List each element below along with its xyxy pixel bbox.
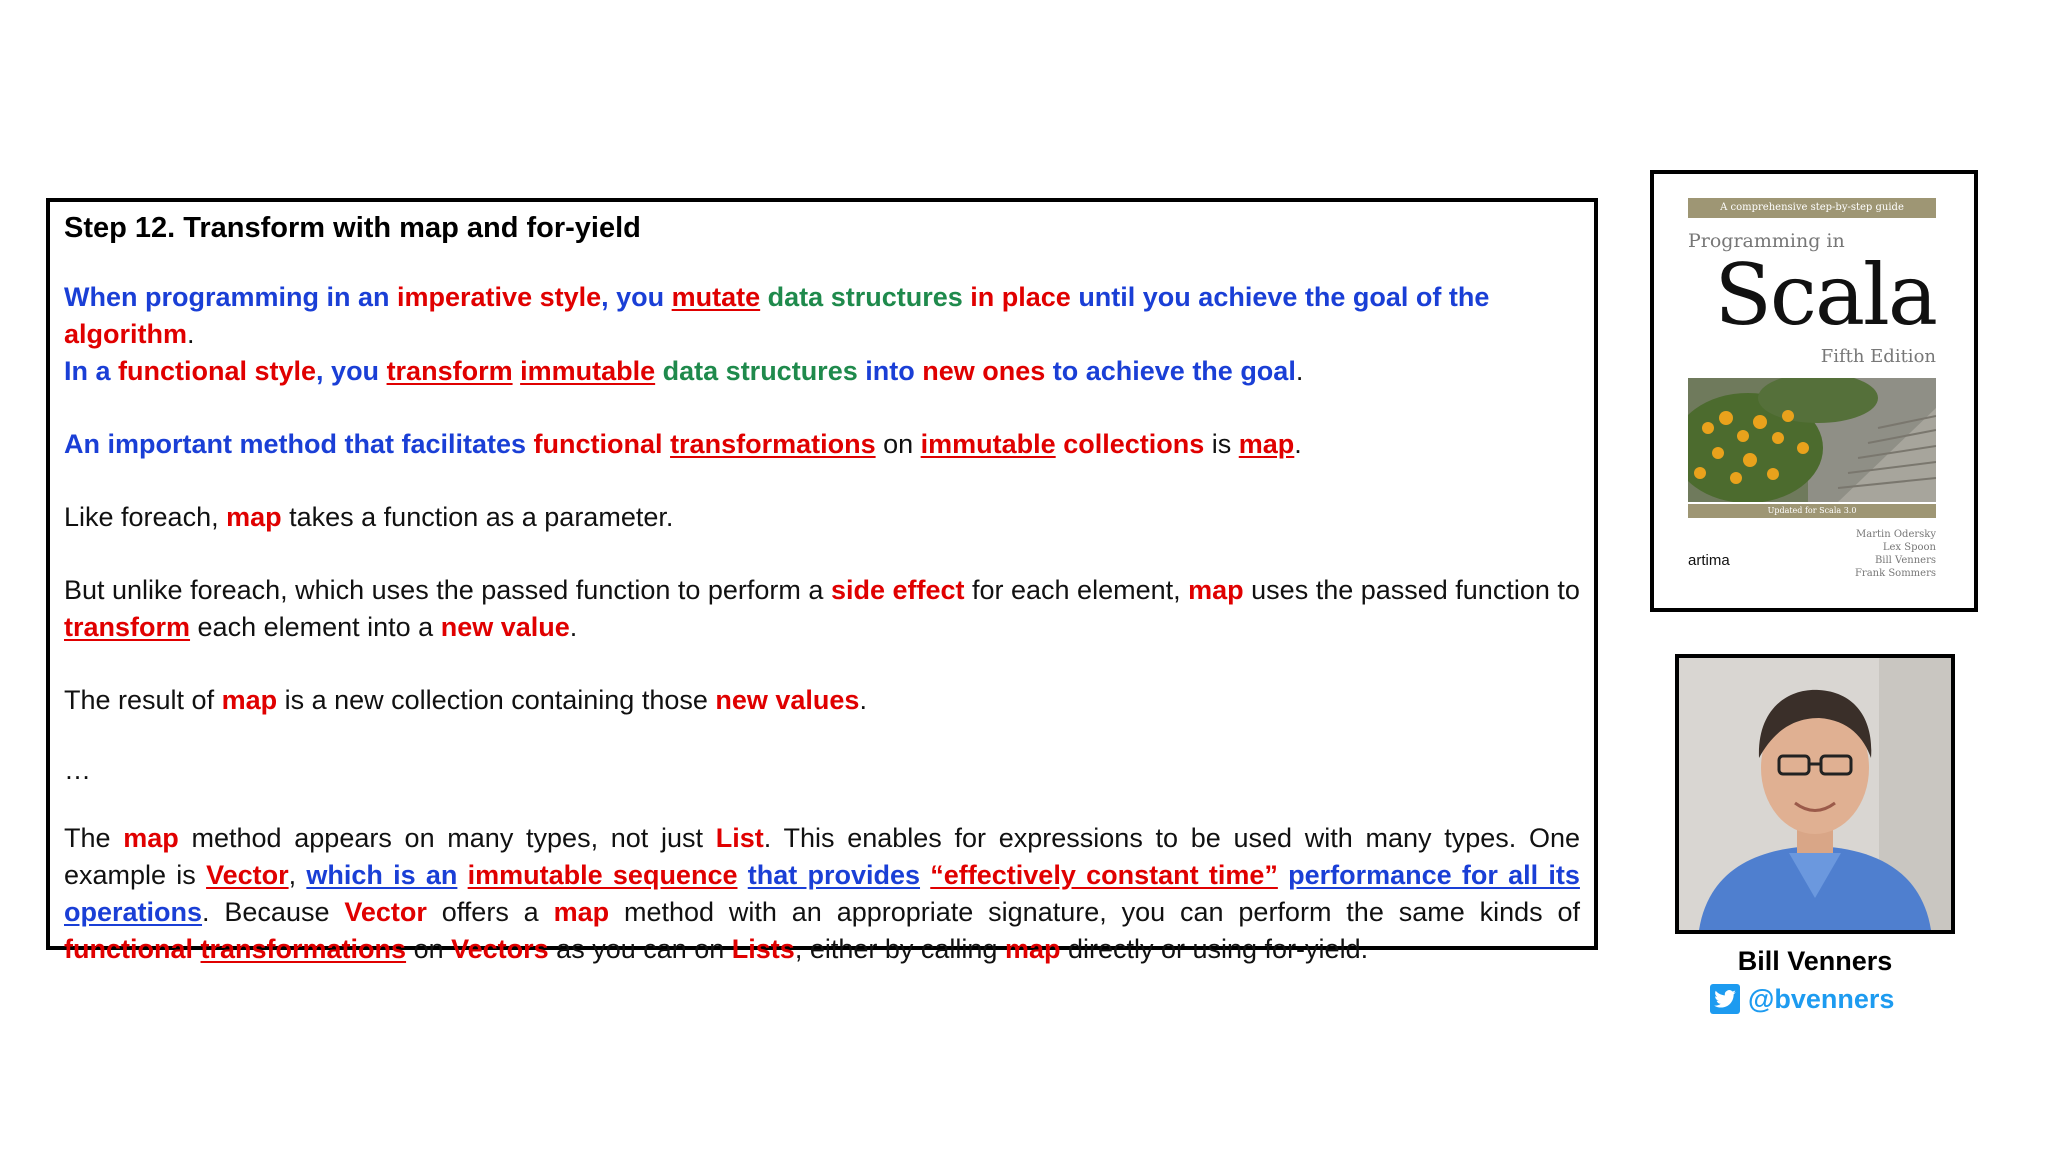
text-run: Like foreach,	[64, 502, 227, 532]
text-run: .	[859, 685, 867, 715]
text-run: map	[123, 823, 179, 853]
book-pre-title: Programming in	[1688, 230, 1845, 252]
text-run: mutate	[671, 282, 761, 312]
twitter-handle: @bvenners	[1748, 983, 1895, 1014]
text-run: map	[1238, 429, 1295, 459]
text-run: Lists	[731, 934, 795, 964]
book-authors	[1855, 528, 1936, 580]
text-run: ,	[288, 860, 307, 890]
text-run: directly or using for-yield.	[1060, 934, 1369, 964]
book-cover	[1650, 170, 1978, 612]
text-run	[655, 356, 663, 386]
text-run	[663, 429, 671, 459]
text-run: side effect	[830, 575, 965, 605]
text-run: for each element,	[964, 575, 1189, 605]
text-run: data structures	[767, 282, 963, 312]
text-run: functional	[64, 934, 193, 964]
text-run: The result of	[64, 685, 222, 715]
text-run: imperative style	[397, 282, 602, 312]
paragraph-vector	[64, 820, 1580, 968]
text-run: method appears on many types, not just	[178, 823, 716, 853]
text-run: on	[406, 934, 452, 964]
text-run: collections	[1063, 429, 1205, 459]
book-tagline: A comprehensive step-by-step guide	[1688, 198, 1936, 218]
ellipsis: …	[64, 755, 91, 785]
twitter-handle-link[interactable]	[1710, 982, 1894, 1016]
text-run: transformations	[200, 934, 407, 964]
text-run: An important method that facilitates	[64, 429, 534, 459]
text-run: as you can on	[548, 934, 732, 964]
text-run: .	[569, 612, 578, 642]
text-run: In a	[64, 356, 119, 386]
text-run: transformations	[670, 429, 876, 459]
text-run: algorithm	[64, 319, 188, 349]
text-run: new ones	[922, 356, 1046, 386]
text-run: on	[875, 429, 921, 459]
text-run	[457, 860, 467, 890]
paragraph-map-vs-foreach	[64, 572, 1580, 646]
text-run: uses the passed function to	[1243, 575, 1580, 605]
text-run: is	[1204, 429, 1239, 459]
text-run: each element into a	[190, 612, 441, 642]
content-panel	[46, 198, 1598, 964]
text-run	[737, 860, 747, 890]
book-author: Bill Venners	[1874, 555, 1936, 566]
book-edition: Fifth Edition	[1820, 346, 1936, 367]
text-run	[193, 934, 201, 964]
text-run: immutable sequence	[467, 860, 738, 890]
text-run: new values	[715, 685, 860, 715]
text-run: But unlike foreach, which uses the passed function to perform a	[64, 575, 831, 605]
text-run: functional style	[118, 356, 317, 386]
text-run: into	[857, 356, 923, 386]
text-run: . This enables for expressions to be used with many types. One example is	[64, 823, 1581, 890]
text-run: offers a	[426, 897, 554, 927]
text-run: transform	[386, 356, 513, 386]
text-run: performance for all its operations	[64, 860, 1580, 927]
text-run: . Because	[202, 897, 345, 927]
text-run: which is an	[306, 860, 458, 890]
text-run: immutable	[920, 429, 1056, 459]
text-run: When programming in an	[64, 282, 398, 312]
text-run: to achieve the goal	[1045, 356, 1296, 386]
text-run: map	[1188, 575, 1244, 605]
text-run: map	[553, 897, 610, 927]
paragraph-map-result	[64, 682, 1580, 719]
text-run: Vector	[206, 860, 289, 890]
book-title: Scala	[1714, 246, 1936, 344]
text-run: method with an appropriate signature, you can perform the same kinds of	[609, 897, 1581, 927]
text-run: until you achieve the goal of the	[1070, 282, 1490, 312]
paragraph-map-important	[64, 426, 1580, 463]
book-update-band: Updated for Scala 3.0	[1688, 504, 1936, 518]
text-run: takes a function as a parameter.	[281, 502, 674, 532]
text-run: that provides	[747, 860, 921, 890]
text-run	[1278, 860, 1288, 890]
text-run: transform	[64, 612, 191, 642]
book-author: Frank Sommers	[1854, 568, 1936, 579]
text-run: The	[64, 823, 124, 853]
text-run: , either by calling	[794, 934, 1005, 964]
text-run: is a new collection containing those	[277, 685, 716, 715]
book-author: Martin Odersky	[1856, 529, 1936, 540]
book-cover-art	[1688, 198, 1936, 580]
speaker-photo	[1675, 654, 1955, 934]
book-publisher: artima	[1688, 552, 1730, 569]
text-run: data structures	[662, 356, 858, 386]
text-run	[760, 282, 768, 312]
text-run	[513, 356, 521, 386]
book-cover-photo	[1688, 378, 1936, 502]
text-run: .	[187, 319, 195, 349]
text-run: map	[221, 685, 278, 715]
text-run	[920, 860, 930, 890]
book-author: Lex Spoon	[1882, 542, 1936, 553]
text-run: .	[1295, 356, 1304, 386]
text-run: new value	[440, 612, 570, 642]
text-run: map	[226, 502, 282, 532]
text-run: Vectors	[451, 934, 549, 964]
text-run: map	[1004, 934, 1061, 964]
text-run: Vector	[344, 897, 427, 927]
text-run: , you	[316, 356, 387, 386]
text-run: .	[1294, 429, 1302, 459]
paragraph-map-takes-function	[64, 499, 1580, 536]
twitter-icon	[1710, 984, 1740, 1014]
text-run: in place	[970, 282, 1071, 312]
paragraph-imperative-vs-functional	[64, 279, 1580, 390]
text-run: immutable	[520, 356, 656, 386]
text-run: List	[715, 823, 764, 853]
text-run: “effectively constant time”	[930, 860, 1278, 890]
slide-title: Step 12. Transform with map and for-yield	[64, 212, 641, 244]
text-run: functional	[533, 429, 663, 459]
text-run: , you	[601, 282, 672, 312]
speaker-name: Bill Venners	[1737, 946, 1893, 976]
